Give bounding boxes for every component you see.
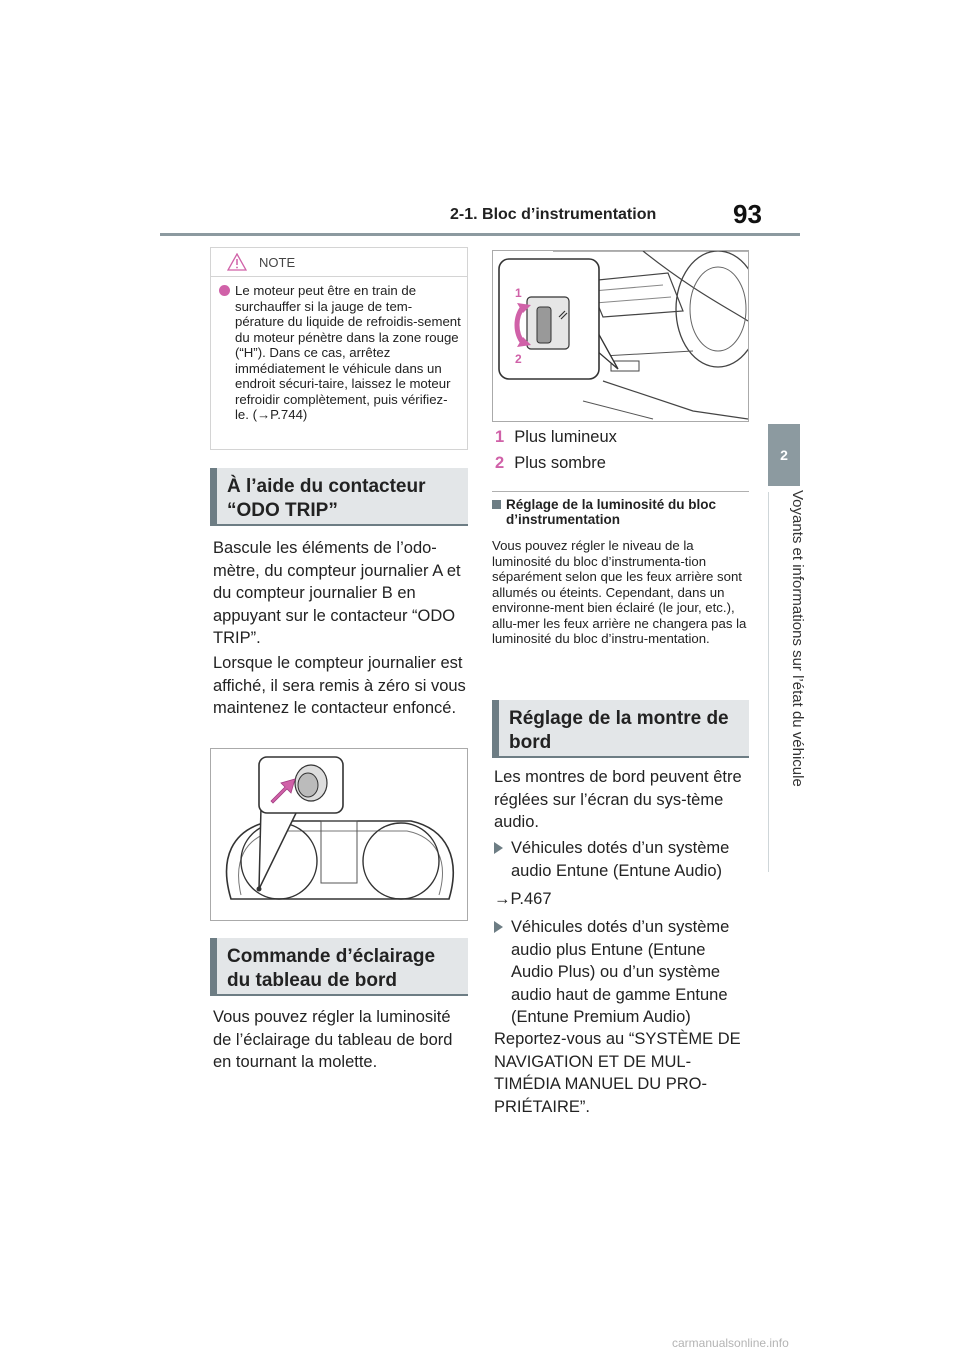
dashboard-dimmer-illustration xyxy=(493,251,748,421)
subsection-divider xyxy=(492,491,749,492)
dimmer-item-1 xyxy=(495,428,617,447)
odo-paragraph-2: Lorsque le compteur journalier est affiché, il sera remis à zéro si vous maintenez le contacteur enfoncé. xyxy=(213,654,466,717)
clock-paragraph-2: Reportez-vous au “SYSTÈME DE NAVIGATION ET DE MUL-TIMÉDIA MANUEL DU PRO-PRIÉTAIRE”. xyxy=(494,1030,741,1116)
item-number: 1 xyxy=(495,428,505,446)
clock-bullet-1-text: Véhicules dotés d’un système audio Entune (Entune Audio) xyxy=(511,839,730,880)
chapter-tab xyxy=(768,424,800,486)
item-number: 2 xyxy=(495,454,505,472)
odo-paragraph-1: Bascule les éléments de l’odo-mètre, du compteur journalier A et du compteur journalier B en appuyant sur le contacteur “ODO TRIP”. xyxy=(213,539,461,647)
clock-bullet-2 xyxy=(494,916,749,1029)
note-label: NOTE xyxy=(259,255,296,270)
subsection-heading xyxy=(492,497,749,527)
subsection-paragraph: Vous pouvez régler le niveau de la luminosité du bloc d’instrumenta-tion séparément selon que les feux arrière sont allumés ou éteints. Cependant, dans un environne-ment bien éclairé (le jour, etc.), allu-mer les feux arrière ne changera pas la luminosité du bloc d’instru-mentation. xyxy=(492,538,747,646)
watermark: carmanualsonline.info xyxy=(672,1336,789,1350)
item-text: Plus lumineux xyxy=(514,428,617,446)
bullet-dot-icon xyxy=(219,285,230,296)
warning-triangle-icon xyxy=(227,253,247,271)
header-divider xyxy=(160,233,800,236)
section-title: 2-1. Bloc d’instrumentation xyxy=(450,206,657,223)
note-header xyxy=(211,248,467,277)
chapter-title: Voyants et informations sur l’état du véhicule xyxy=(789,490,806,787)
dash-lighting-paragraph: Vous pouvez régler la luminosité de l’éclairage du tableau de bord en tournant la molette. xyxy=(213,1008,453,1071)
note-body xyxy=(219,283,461,423)
clock-bullet-2-text: Véhicules dotés d’un système audio plus Entune (Entune Audio Plus) ou d’un système audio haut de gamme Entune (Entune Premium Audio) xyxy=(511,918,730,1026)
triangle-bullet-icon xyxy=(494,842,503,854)
heading-clock: Réglage de la montre de bord xyxy=(492,700,749,758)
chapter-number: 2 xyxy=(780,447,788,463)
note-text: Le moteur peut être en train de surchauffer si la jauge de tem-pérature du liquide de refroidis-sement du moteur pénètre dans la zone rouge (“H”). Dans ce cas, arrêtez immédiatement le véhicule dans un endroit sécuri-taire, laissez le moteur refroidir complètement, puis vérifiez-le. (→P.744) xyxy=(235,283,461,422)
dimmer-figure xyxy=(492,250,749,422)
subsection-heading-text: Réglage de la luminosité du bloc d’instrumentation xyxy=(506,497,717,527)
callout-label-2: 2 xyxy=(515,352,522,366)
item-text: Plus sombre xyxy=(514,454,606,472)
clock-paragraph: Les montres de bord peuvent être réglées sur l’écran du sys-tème audio. xyxy=(494,768,742,831)
clock-bullet-1 xyxy=(494,837,749,882)
square-bullet-icon xyxy=(492,500,501,509)
clock-reference: →P.467 xyxy=(494,890,552,908)
odo-trip-figure xyxy=(210,748,468,921)
heading-odo-trip: À l’aide du contacteur “ODO TRIP” xyxy=(210,468,468,526)
page-number: 93 xyxy=(733,199,762,229)
triangle-bullet-icon xyxy=(494,921,503,933)
callout-label-1: 1 xyxy=(515,286,522,300)
dimmer-item-2 xyxy=(495,454,606,473)
instrument-cluster-illustration xyxy=(211,749,467,920)
heading-dash-lighting: Commande d’éclairage du tableau de bord xyxy=(210,938,468,996)
note-box xyxy=(210,247,468,450)
